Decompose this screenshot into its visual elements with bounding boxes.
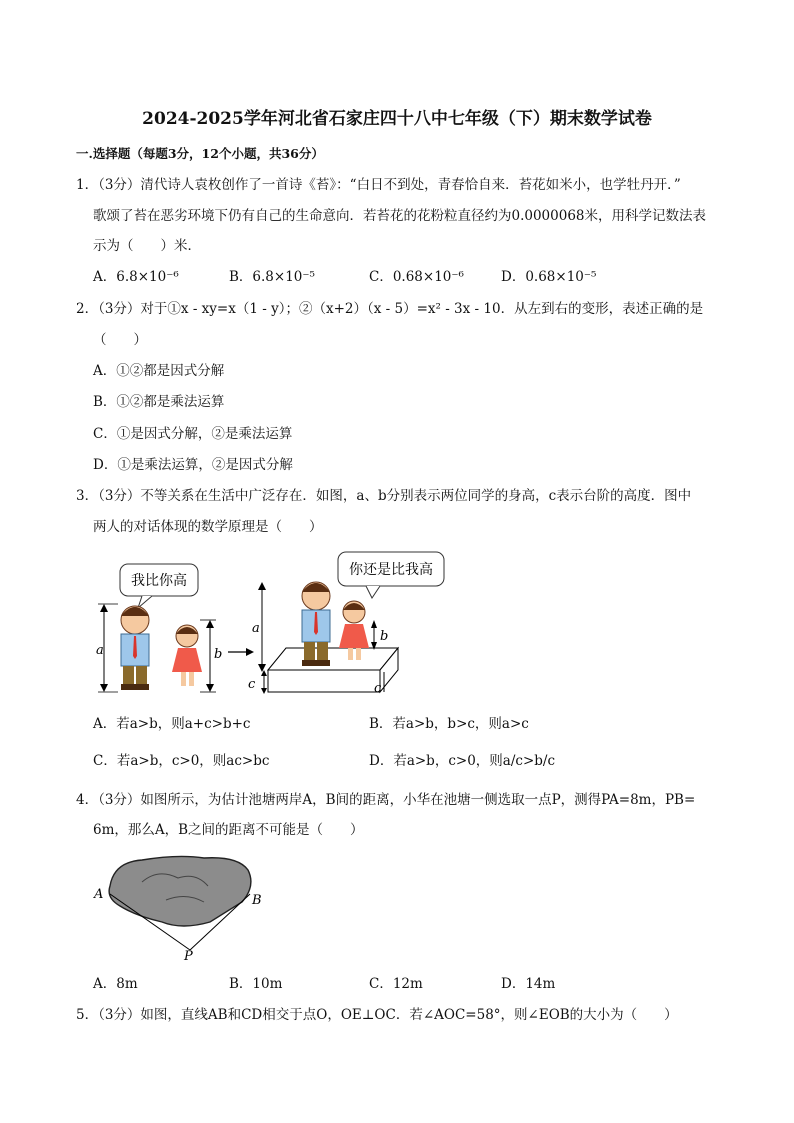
q5-line-1: 5．（3分）如图，直线AB和CD相交于点O，OE⊥OC．若∠AOC=58°，则∠EOB的大小为（ ） (76, 1007, 678, 1023)
label-b-right: b (380, 629, 389, 644)
bubble-right-text: 你还是比我高 (349, 562, 433, 578)
q4-pond-figure (92, 850, 272, 962)
point-p-label: P (184, 949, 193, 962)
page-title: 2024-2025学年河北省石家庄四十八中七年级（下）期末数学试卷 (142, 109, 652, 129)
boy-figure-left (121, 606, 149, 690)
q4-option-d[interactable]: D．14m (501, 976, 556, 992)
label-a-left: a (96, 643, 104, 658)
label-a-right: a (252, 621, 260, 636)
q1-line-2: 歌颂了苔在恶劣环境下仍有自己的生命意向．若苔花的花粉粒直径约为0.0000068米，用科学记数法表 (93, 208, 707, 224)
q2-option-a[interactable]: A．①②都是因式分解 (93, 363, 225, 379)
q1-line-3: 示为（ ）米． (93, 238, 201, 254)
q1-option-b[interactable]: B．6.8×10⁻⁵ (229, 269, 315, 285)
q3-option-a[interactable]: A．若a>b，则a+c>b+c (93, 716, 251, 732)
q1-option-c[interactable]: C．0.68×10⁻⁶ (369, 269, 464, 285)
bubble-left-text: 我比你高 (131, 573, 187, 589)
section-heading: 一.选择题（每题3分，12个小题，共36分） (76, 146, 324, 161)
q2-option-d[interactable]: D．①是乘法运算，②是因式分解 (93, 457, 293, 473)
point-b-label: B (252, 893, 262, 908)
q4-option-b[interactable]: B．10m (229, 976, 283, 992)
q3-figure (90, 548, 450, 700)
q3-option-d[interactable]: D．若a>b，c>0，则a/c>b/c (369, 753, 556, 769)
q4-option-c[interactable]: C．12m (369, 976, 423, 992)
q3-line-1: 3．（3分）不等关系在生活中广泛存在．如图，a、b分别表示两位同学的身高，c表示台阶的高度．图中 (76, 488, 692, 504)
q2-option-b[interactable]: B．①②都是乘法运算 (93, 394, 225, 410)
q3-option-b[interactable]: B．若a>b，b>c，则a>c (369, 716, 529, 732)
q4-line-1: 4．（3分）如图所示，为估计池塘两岸A，B间的距离，小华在池塘一侧选取一点P，测得PA=8m，PB= (76, 792, 696, 808)
label-c-left: c (248, 677, 256, 692)
q1-option-a[interactable]: A．6.8×10⁻⁶ (93, 269, 179, 285)
q2-option-c[interactable]: C．①是因式分解，②是乘法运算 (93, 426, 293, 442)
q4-line-2: 6m，那么A，B之间的距离不可能是（ ） (93, 822, 364, 838)
label-c-right: c (374, 681, 382, 696)
pond-shape (109, 856, 251, 926)
q4-option-a[interactable]: A．8m (93, 976, 138, 992)
q1-line-1: 1．（3分）清代诗人袁枚创作了一首诗《苔》：“白日不到处，青春恰自来．苔花如米小，也学牡丹开．” (76, 177, 681, 193)
q3-option-c[interactable]: C．若a>b，c>0，则ac>bc (93, 753, 270, 769)
q2-line-1: 2．（3分）对于①x - xy=x（1 - y）；②（x+2）（x - 5）=x² - 3x - 10．从左到右的变形，表述正确的是 (76, 301, 704, 317)
point-a-label: A (94, 887, 104, 902)
girl-figure-left (172, 625, 202, 686)
q3-line-2: 两人的对话体现的数学原理是（ ） (93, 519, 323, 535)
label-b-left: b (214, 647, 223, 662)
q1-option-d[interactable]: D．0.68×10⁻⁵ (501, 269, 597, 285)
q2-line-2: （ ） (93, 332, 147, 348)
